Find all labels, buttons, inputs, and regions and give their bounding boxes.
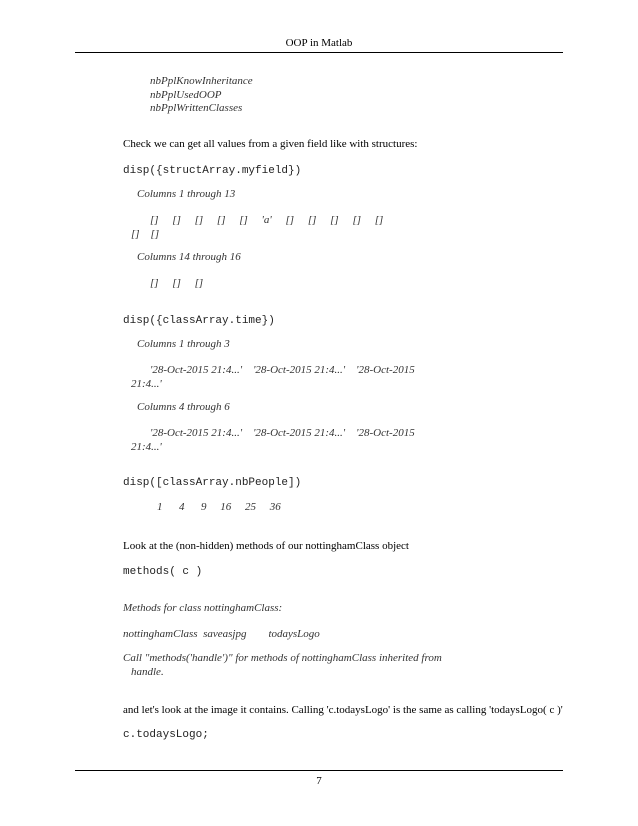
- footer-rule: [75, 770, 563, 771]
- output-line: 21:4...': [131, 441, 162, 453]
- output-line: Columns 14 through 16: [137, 251, 241, 263]
- page-number: 7: [316, 775, 322, 787]
- output-line: nottinghamClass saveasjpg todaysLogo: [123, 628, 320, 640]
- output-line: '28-Oct-2015 21:4...' '28-Oct-2015 21:4...' '28-Oct-2015: [150, 427, 415, 439]
- header-rule: [75, 52, 563, 53]
- output-line: [] []: [131, 228, 160, 240]
- output-line: nbPplWrittenClasses: [150, 102, 243, 114]
- paragraph: and let's look at the image it contains. Calling 'c.todaysLogo' is the same as calling 'todaysLogo( c )': [123, 704, 563, 716]
- output-line: nbPplUsedOOP: [150, 89, 222, 101]
- output-line: Call "methods('handle')" for methods of nottinghamClass inherited from: [123, 652, 442, 664]
- output-line: nbPplKnowInheritance: [150, 75, 253, 87]
- code-line: c.todaysLogo;: [123, 729, 209, 741]
- code-line: disp({classArray.time}): [123, 315, 275, 327]
- code-line: disp([classArray.nbPeople]): [123, 477, 302, 489]
- output-line: handle.: [131, 666, 164, 678]
- output-line: Methods for class nottinghamClass:: [123, 602, 283, 614]
- paragraph: Look at the (non-hidden) methods of our nottinghamClass object: [123, 540, 409, 552]
- output-line: '28-Oct-2015 21:4...' '28-Oct-2015 21:4...' '28-Oct-2015: [150, 364, 415, 376]
- output-line: [] [] [] [] [] 'a' [] [] [] [] []: [150, 214, 384, 226]
- running-header: OOP in Matlab: [285, 37, 353, 49]
- code-line: disp({structArray.myfield}): [123, 165, 302, 177]
- output-line: Columns 1 through 3: [137, 338, 230, 350]
- output-line: Columns 1 through 13: [137, 188, 236, 200]
- code-line: methods( c ): [123, 566, 203, 578]
- paragraph: Check we can get all values from a given field like with structures:: [123, 138, 418, 150]
- output-line: 1 4 9 16 25 36: [157, 501, 281, 513]
- output-line: 21:4...': [131, 378, 162, 390]
- output-line: [] [] []: [150, 277, 204, 289]
- output-line: Columns 4 through 6: [137, 401, 230, 413]
